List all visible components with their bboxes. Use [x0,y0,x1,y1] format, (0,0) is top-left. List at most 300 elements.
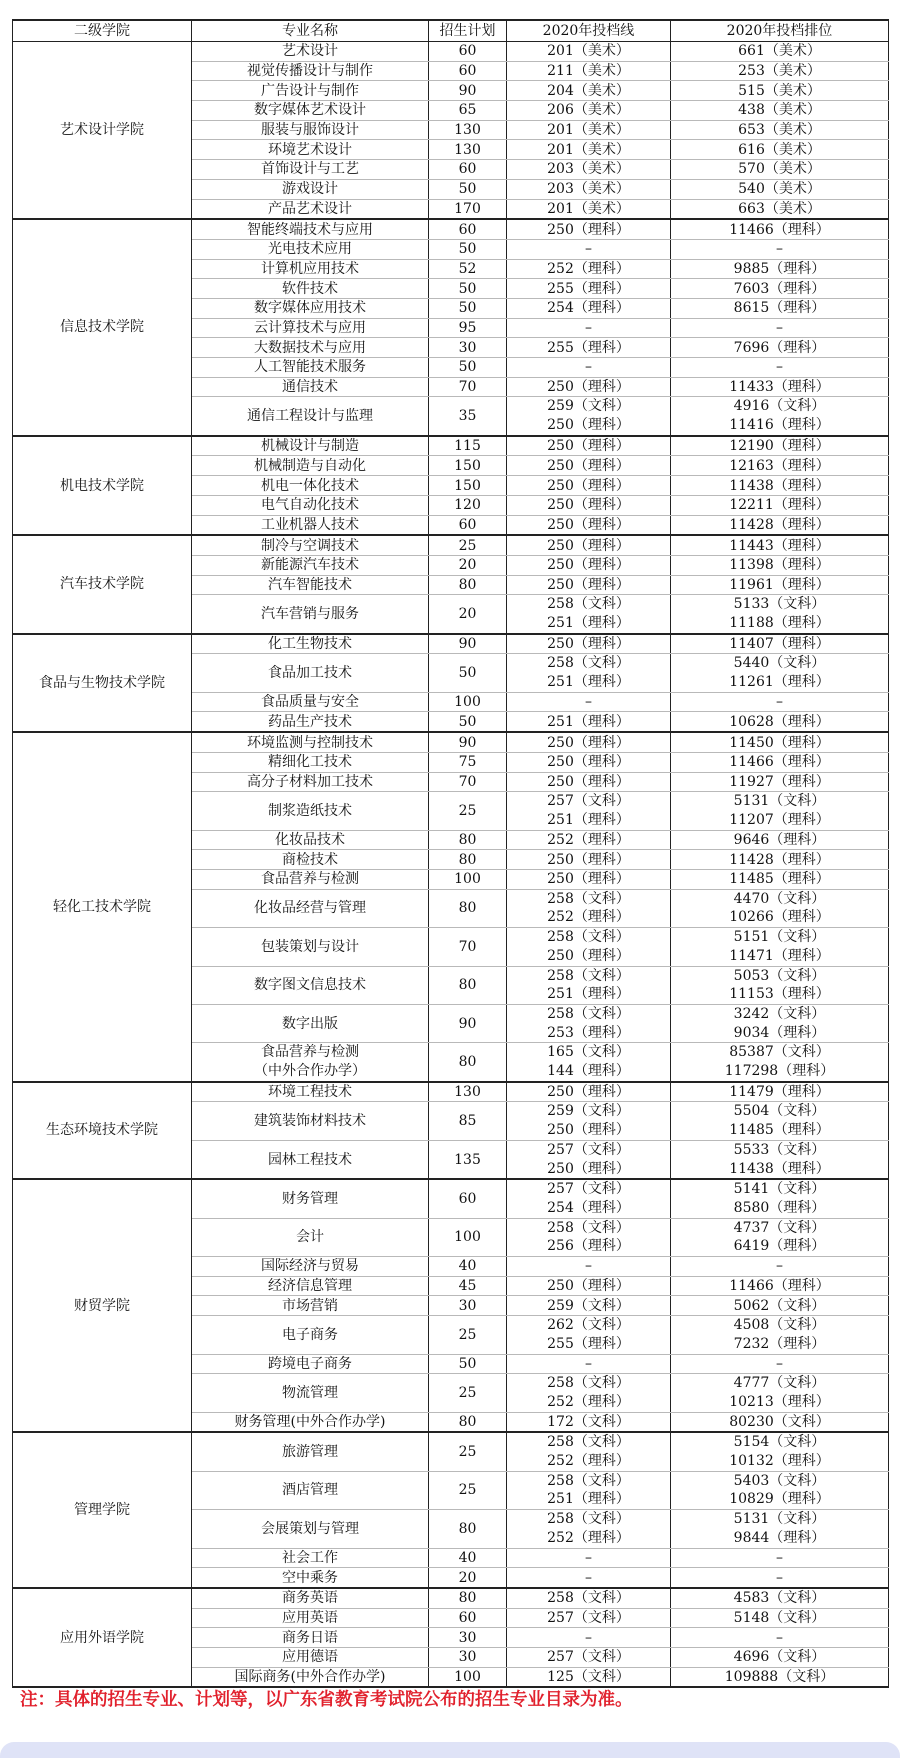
major-name-cell: 视觉传播设计与制作 [192,61,429,81]
plan-cell: 50 [429,239,507,259]
plan-cell: 25 [429,1471,507,1509]
score-line-line: 257（文科） [547,793,630,810]
plan-cell: 100 [429,870,507,890]
rank-line: 4916（文科） [733,398,826,415]
table-body [13,42,889,1688]
plan-cell: 40 [429,1257,507,1277]
major-name-cell: 建筑装饰材料技术 [192,1102,429,1140]
major-name-cell: 经济信息管理 [192,1276,429,1296]
rank-cell: – [671,1257,889,1277]
score-line-cell: 250（理科） [507,634,671,654]
college-name-cell: 信息技术学院 [13,219,192,436]
score-line-cell [507,1004,671,1042]
score-line-line: 258（文科） [547,1375,630,1392]
major-name-cell: 食品质量与安全 [192,692,429,712]
score-line-cell: 250（理科） [507,772,671,792]
rank-cell [671,654,889,692]
major-name-cell [192,1043,429,1082]
rank-line: 5053（文科） [733,967,826,984]
score-line-cell: 211（美术） [507,61,671,81]
plan-cell: 30 [429,1296,507,1316]
score-line-cell [507,1102,671,1140]
major-name-cell: 光电技术应用 [192,239,429,259]
plan-cell: 70 [429,772,507,792]
rank-line: 5533（文科） [733,1141,826,1158]
plan-cell: 60 [429,42,507,62]
rank-cell: 12190（理科） [671,436,889,456]
score-line-cell: 250（理科） [507,456,671,476]
rank-cell: 11927（理科） [671,772,889,792]
plan-cell: 90 [429,732,507,752]
major-name-cell: 通信工程设计与监理 [192,397,429,436]
score-line-cell [507,1471,671,1509]
rank-line: 6419（理科） [733,1238,826,1255]
table-row [13,42,889,62]
rank-cell [671,1432,889,1471]
major-name-cell: 服装与服饰设计 [192,120,429,140]
header-college: 二级学院 [13,20,192,42]
table-row [13,634,889,654]
major-name-cell: 园林工程技术 [192,1140,429,1179]
score-line-line: 250（理科） [547,1122,630,1139]
major-name-line: （中外合作办学） [254,1063,366,1080]
score-line-line: 257（文科） [547,1181,630,1198]
rank-cell [671,1004,889,1042]
plan-cell: 115 [429,436,507,456]
score-line-line: 250（理科） [547,417,630,434]
score-line-line: 258（文科） [547,929,630,946]
plan-cell: 80 [429,1588,507,1608]
rank-cell [671,889,889,927]
rank-line: 5141（文科） [733,1181,826,1198]
plan-cell: 80 [429,830,507,850]
plan-cell: 100 [429,1667,507,1687]
score-line-cell: – [507,239,671,259]
score-line-line: 144（理科） [547,1063,630,1080]
admission-table [12,19,889,1688]
plan-cell: 70 [429,377,507,397]
plan-cell: 80 [429,889,507,927]
plan-cell: 60 [429,219,507,239]
plan-cell: 80 [429,575,507,595]
rank-cell [671,966,889,1004]
rank-cell: – [671,1354,889,1374]
rank-cell: – [671,692,889,712]
college-name-cell: 机电技术学院 [13,436,192,535]
major-name-cell: 化妆品技术 [192,830,429,850]
major-name-cell: 云计算技术与应用 [192,318,429,338]
rank-cell [671,928,889,966]
plan-cell: 20 [429,595,507,634]
bottom-decoration [0,1742,900,1758]
plan-cell: 150 [429,476,507,496]
score-line-line: 258（文科） [547,1511,630,1528]
score-line-cell: 252（理科） [507,830,671,850]
college-name-cell: 轻化工技术学院 [13,732,192,1082]
score-line-cell: 250（理科） [507,515,671,535]
score-line-line: 257（文科） [547,1141,630,1158]
rank-line: 4470（文科） [733,890,826,907]
rank-cell: 11485（理科） [671,870,889,890]
plan-cell: 80 [429,850,507,870]
score-line-cell: 201（美术） [507,199,671,219]
rank-cell: 616（美术） [671,140,889,160]
score-line-cell: 250（理科） [507,436,671,456]
plan-cell: 30 [429,1628,507,1648]
major-name-cell: 化妆品经营与管理 [192,889,429,927]
rank-cell: 4583（文科） [671,1588,889,1608]
plan-cell: 100 [429,692,507,712]
plan-cell: 75 [429,752,507,772]
major-name-cell: 药品生产技术 [192,712,429,732]
score-line-cell: 250（理科） [507,535,671,555]
rank-cell [671,792,889,830]
major-name-cell: 会展策划与管理 [192,1510,429,1548]
major-name-cell: 食品加工技术 [192,654,429,692]
major-name-cell: 机电一体化技术 [192,476,429,496]
rank-cell: – [671,1568,889,1588]
table-row [13,1588,889,1608]
plan-cell: 120 [429,495,507,515]
major-name-cell: 精细化工技术 [192,752,429,772]
score-line-cell: – [507,1354,671,1374]
rank-cell: 540（美术） [671,179,889,199]
major-name-cell: 汽车营销与服务 [192,595,429,634]
rank-line: 8580（理科） [733,1199,826,1216]
college-name-cell: 管理学院 [13,1432,192,1588]
rank-cell [671,1471,889,1509]
rank-line: 10266（理科） [729,909,830,926]
rank-line: 11153（理科） [729,986,830,1003]
plan-cell: 40 [429,1548,507,1568]
table-row [13,219,889,239]
score-line-cell [507,1432,671,1471]
rank-cell: 653（美术） [671,120,889,140]
rank-line: 10829（理科） [729,1491,830,1508]
score-line-cell [507,654,671,692]
major-name-cell: 数字出版 [192,1004,429,1042]
plan-cell: 170 [429,199,507,219]
major-name-cell: 制冷与空调技术 [192,535,429,555]
score-line-cell [507,928,671,966]
rank-cell: 9885（理科） [671,259,889,279]
college-name-cell: 食品与生物技术学院 [13,634,192,732]
rank-cell: 663（美术） [671,199,889,219]
rank-cell [671,397,889,436]
score-line-cell: – [507,1548,671,1568]
major-name-cell: 大数据技术与应用 [192,338,429,358]
rank-cell: 11450（理科） [671,732,889,752]
rank-cell [671,1179,889,1218]
plan-cell: 50 [429,654,507,692]
rank-cell: 7696（理科） [671,338,889,358]
major-name-cell: 跨境电子商务 [192,1354,429,1374]
plan-cell: 20 [429,1568,507,1588]
score-line-cell: 250（理科） [507,377,671,397]
plan-cell: 60 [429,515,507,535]
major-name-cell: 应用德语 [192,1647,429,1667]
major-name-cell: 艺术设计 [192,42,429,62]
rank-cell: 11433（理科） [671,377,889,397]
major-name-cell: 广告设计与制作 [192,81,429,101]
rank-line: 9844（理科） [733,1529,826,1546]
plan-cell: 50 [429,179,507,199]
table-row [13,1179,889,1218]
plan-cell: 90 [429,1004,507,1042]
header-score-line: 2020年投档线 [507,20,671,42]
college-name-cell: 应用外语学院 [13,1588,192,1687]
table-row [13,436,889,456]
score-line-cell: 172（文科） [507,1412,671,1432]
rank-line: 85387（文科） [729,1044,830,1061]
score-line-cell [507,792,671,830]
rank-cell: – [671,358,889,378]
rank-cell: 5062（文科） [671,1296,889,1316]
rank-line: 10132（理科） [729,1452,830,1469]
college-name-cell: 汽车技术学院 [13,535,192,633]
score-line-cell: 250（理科） [507,495,671,515]
rank-line: 11471（理科） [729,947,830,964]
major-name-cell: 旅游管理 [192,1432,429,1471]
score-line-line: 253（理科） [547,1024,630,1041]
score-line-line: 252（理科） [547,909,630,926]
major-name-cell: 数字图文信息技术 [192,966,429,1004]
rank-cell: – [671,318,889,338]
college-name-cell: 财贸学院 [13,1179,192,1432]
plan-cell: 65 [429,101,507,121]
rank-line: 11416（理科） [729,417,830,434]
rank-line: 11438（理科） [729,1160,830,1177]
rank-line: 5403（文科） [733,1472,826,1489]
rank-cell: 109888（文科） [671,1667,889,1687]
plan-cell: 60 [429,160,507,180]
rank-line: 3242（文科） [733,1005,826,1022]
plan-cell: 135 [429,1140,507,1179]
score-line-cell [507,1043,671,1082]
plan-cell: 50 [429,358,507,378]
major-name-cell: 机械设计与制造 [192,436,429,456]
score-line-line: 251（理科） [547,674,630,691]
major-name-cell: 包装策划与设计 [192,928,429,966]
major-name-cell: 酒店管理 [192,1471,429,1509]
score-line-line: 252（理科） [547,1393,630,1410]
rank-cell: 11466（理科） [671,219,889,239]
plan-cell: 70 [429,928,507,966]
table-row [13,732,889,752]
rank-cell: 12163（理科） [671,456,889,476]
rank-cell [671,1316,889,1354]
rank-line: 11485（理科） [729,1122,830,1139]
plan-cell: 80 [429,1412,507,1432]
score-line-cell: 250（理科） [507,870,671,890]
major-name-line: 食品营养与检测 [261,1044,359,1061]
score-line-line: 251（理科） [547,811,630,828]
major-name-cell: 会计 [192,1218,429,1256]
major-name-cell: 财务管理(中外合作办学) [192,1412,429,1432]
major-name-cell: 首饰设计与工艺 [192,160,429,180]
plan-cell: 95 [429,318,507,338]
score-line-line: 258（文科） [547,890,630,907]
table-header-row [13,20,889,42]
plan-cell: 60 [429,1608,507,1628]
rank-cell: 438（美术） [671,101,889,121]
score-line-cell [507,1316,671,1354]
major-name-cell: 环境监测与控制技术 [192,732,429,752]
rank-line: 11188（理科） [729,614,830,631]
major-name-cell: 财务管理 [192,1179,429,1218]
score-line-cell: 201（美术） [507,42,671,62]
rank-cell: 11466（理科） [671,1276,889,1296]
major-name-cell: 商务英语 [192,1588,429,1608]
major-name-cell: 商检技术 [192,850,429,870]
score-line-line: 254（理科） [547,1199,630,1216]
rank-line: 11261（理科） [729,674,830,691]
plan-cell: 150 [429,456,507,476]
major-name-cell: 化工生物技术 [192,634,429,654]
score-line-line: 258（文科） [547,1219,630,1236]
major-name-cell: 人工智能技术服务 [192,358,429,378]
rank-cell: 8615（理科） [671,298,889,318]
plan-cell: 20 [429,555,507,575]
rank-cell [671,1102,889,1140]
rank-line: 5131（文科） [733,793,826,810]
major-name-cell: 商务日语 [192,1628,429,1648]
rank-line: 5440（文科） [733,655,826,672]
rank-line: 117298（理科） [724,1063,835,1080]
major-name-cell: 产品艺术设计 [192,199,429,219]
major-name-cell: 环境艺术设计 [192,140,429,160]
rank-line: 4508（文科） [733,1317,826,1334]
score-line-cell [507,1179,671,1218]
score-line-cell: 257（文科） [507,1608,671,1628]
rank-cell: 661（美术） [671,42,889,62]
score-line-line: 251（理科） [547,614,630,631]
plan-cell: 80 [429,1043,507,1082]
plan-cell: 45 [429,1276,507,1296]
rank-cell: 80230（文科） [671,1412,889,1432]
plan-cell: 25 [429,1432,507,1471]
table-row [13,1432,889,1471]
rank-line: 4737（文科） [733,1219,826,1236]
major-name-cell: 机械制造与自动化 [192,456,429,476]
major-name-cell: 空中乘务 [192,1568,429,1588]
plan-cell: 60 [429,1179,507,1218]
rank-line: 11207（理科） [729,811,830,828]
rank-cell: 253（美术） [671,61,889,81]
rank-line: 5154（文科） [733,1434,826,1451]
rank-cell: 12211（理科） [671,495,889,515]
score-line-cell: 250（理科） [507,752,671,772]
rank-cell: 7603（理科） [671,279,889,299]
major-name-cell: 软件技术 [192,279,429,299]
plan-cell: 80 [429,966,507,1004]
score-line-line: 259（文科） [547,1103,630,1120]
college-name-cell: 生态环境技术学院 [13,1082,192,1180]
score-line-line: 259（文科） [547,398,630,415]
plan-cell: 90 [429,81,507,101]
major-name-cell: 国际经济与贸易 [192,1257,429,1277]
score-line-cell: – [507,1257,671,1277]
major-name-cell: 应用英语 [192,1608,429,1628]
score-line-line: 262（文科） [547,1317,630,1334]
plan-cell: 25 [429,535,507,555]
plan-cell: 30 [429,338,507,358]
score-line-line: 258（文科） [547,1472,630,1489]
score-line-cell: 204（美术） [507,81,671,101]
major-name-cell: 国际商务(中外合作办学) [192,1667,429,1687]
plan-cell: 130 [429,140,507,160]
score-line-cell: 250（理科） [507,1276,671,1296]
rank-cell: 11438（理科） [671,476,889,496]
rank-cell: 10628（理科） [671,712,889,732]
major-name-cell: 电子商务 [192,1316,429,1354]
score-line-cell [507,1510,671,1548]
plan-cell: 50 [429,712,507,732]
score-line-cell: 250（理科） [507,476,671,496]
rank-cell: 11961（理科） [671,575,889,595]
score-line-cell [507,595,671,634]
score-line-cell: – [507,692,671,712]
major-name-cell: 游戏设计 [192,179,429,199]
score-line-cell: 201（美术） [507,140,671,160]
rank-cell [671,1218,889,1256]
score-line-cell [507,966,671,1004]
rank-cell: – [671,1628,889,1648]
score-line-cell: 255（理科） [507,338,671,358]
rank-line: 5504（文科） [733,1103,826,1120]
rank-cell: 11466（理科） [671,752,889,772]
score-line-cell [507,1140,671,1179]
score-line-cell [507,397,671,436]
score-line-cell: – [507,318,671,338]
plan-cell: 30 [429,1647,507,1667]
major-name-cell: 高分子材料加工技术 [192,772,429,792]
score-line-cell: 203（美术） [507,160,671,180]
score-line-cell: 250（理科） [507,850,671,870]
major-name-cell: 通信技术 [192,377,429,397]
score-line-line: 250（理科） [547,1160,630,1177]
score-line-line: 258（文科） [547,967,630,984]
score-line-cell [507,1374,671,1412]
score-line-cell: 250（理科） [507,219,671,239]
score-line-line: 258（文科） [547,596,630,613]
plan-cell: 25 [429,792,507,830]
rank-line: 7232（理科） [733,1335,826,1352]
score-line-line: 251（理科） [547,986,630,1003]
major-name-cell: 智能终端技术与应用 [192,219,429,239]
college-name-cell: 艺术设计学院 [13,42,192,220]
score-line-cell: 255（理科） [507,279,671,299]
plan-cell: 35 [429,397,507,436]
rank-line: 9034（理科） [733,1024,826,1041]
rank-cell: – [671,239,889,259]
plan-cell: 130 [429,1082,507,1102]
plan-cell: 100 [429,1218,507,1256]
score-line-cell: 254（理科） [507,298,671,318]
plan-cell: 50 [429,279,507,299]
header-rank: 2020年投档排位 [671,20,889,42]
plan-cell: 60 [429,61,507,81]
score-line-cell: 125（文科） [507,1667,671,1687]
rank-line: 5151（文科） [733,929,826,946]
score-line-cell: 259（文科） [507,1296,671,1316]
score-line-cell: – [507,358,671,378]
score-line-cell: 250（理科） [507,1082,671,1102]
major-name-cell: 数字媒体艺术设计 [192,101,429,121]
score-line-line: 256（理科） [547,1238,630,1255]
plan-cell: 50 [429,1354,507,1374]
score-line-cell: 203（美术） [507,179,671,199]
